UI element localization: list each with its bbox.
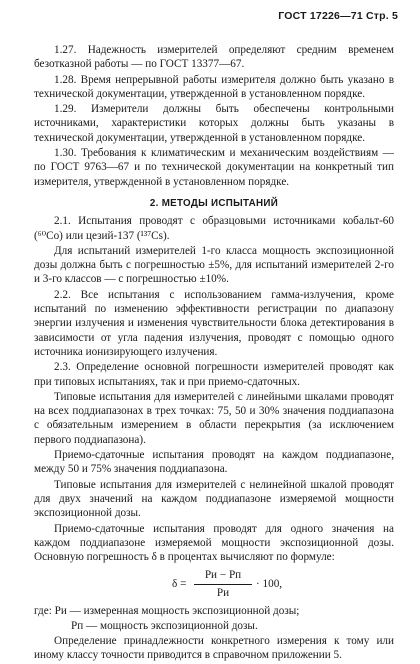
- paragraph-2-1: 2.1. Испытания проводят с образцовыми источниками кобальт-60 (⁶⁰Co) или цезий-137 (¹³⁷Cs).: [34, 215, 394, 242]
- error-formula: [34, 568, 394, 602]
- paragraph-2-1-accuracy: Для испытаний измерителей 1-го класса мощность экспозиционной дозы должна быть с погрешностью ±5%, для испытаний измерителей 2-го и 3-го классов — с погрешностью ±10%.: [34, 244, 394, 286]
- page-header: ГОСТ 17226—71 Стр. 5: [278, 10, 398, 22]
- paragraph-1-27: 1.27. Надежность измерителей определяют средним временем безотказной работы — по ГОСТ 13377—67.: [34, 44, 394, 71]
- formula-rhs: · 100,: [256, 578, 283, 591]
- paragraph-1-30: 1.30. Требования к климатическим и механическим воздействиям — по ГОСТ 9763—67 и по технической документации на конкретный тип измерителя, утвержденной в установленном порядке.: [34, 147, 394, 188]
- document-body: [34, 43, 394, 664]
- paragraph-2-3: 2.3. Определение основной погрешности измерителей проводят как при типовых испытаниях, так и при приемо-сдаточных.: [34, 361, 394, 388]
- formula-fraction: [194, 568, 252, 600]
- paragraph-2-2: 2.2. Все испытания с использованием гамма-излучения, кроме испытаний по изменению эффективности регистрации по диапазону энергии излучения и изменения чувствительности блока детектирования в зависимости от угла падения излучения, проводят с помощью одного источника ионизирующего излучения.: [34, 288, 394, 358]
- paragraph-1-28: 1.28. Время непрерывной работы измерителя должно быть указано в технической документации, утвержденной в установленном порядке.: [34, 73, 394, 100]
- formula-where-2: Pп — мощность экспозиционной дозы.: [71, 619, 258, 632]
- paragraph-acceptance-nonlinear: Приемо-сдаточные испытания проводят для одного значения на каждом поддиапазоне измеряемой мощности экспозиционной дозы. Основную погрешность δ в процентах вычисляют по формуле:: [34, 522, 394, 564]
- paragraph-appendix: Определение принадлежности конкретного измерения к тому или иному классу точности приводится в справочном приложении 5.: [34, 634, 394, 662]
- formula-lhs: δ =: [172, 578, 187, 591]
- paragraph-1-29: 1.29. Измерители должны быть обеспечены контрольными источниками, характеристики которых должны быть указаны в технической документации, утвержденной в установленном порядке.: [34, 103, 394, 144]
- formula-numerator: Pи − Pп: [194, 568, 252, 584]
- formula-where-1: где: Pи — измеренная мощность экспозиционной дозы;: [34, 605, 300, 618]
- paragraph-typical-linear: Типовые испытания для измерителей с линейными шкалами проводят на всех поддиапазонах в трех точках: 75, 50 и 30% значения поддиапазона с обязательным измерением в области перекрытия (за исключением первого поддиапазона).: [34, 390, 394, 446]
- formula-denominator: Pи: [216, 586, 230, 599]
- paragraph-typical-nonlinear: Типовые испытания для измерителей с нелинейной шкалой проводят для двух значений на каждом поддиапазоне измеряемой мощности экспозиционной дозы.: [34, 478, 394, 520]
- section-title: 2. МЕТОДЫ ИСПЫТАНИЙ: [149, 197, 279, 209]
- paragraph-acceptance-linear: Приемо-сдаточные испытания проводят на каждом поддиапазоне, между 50 и 75% значения поддиапазона.: [34, 449, 394, 476]
